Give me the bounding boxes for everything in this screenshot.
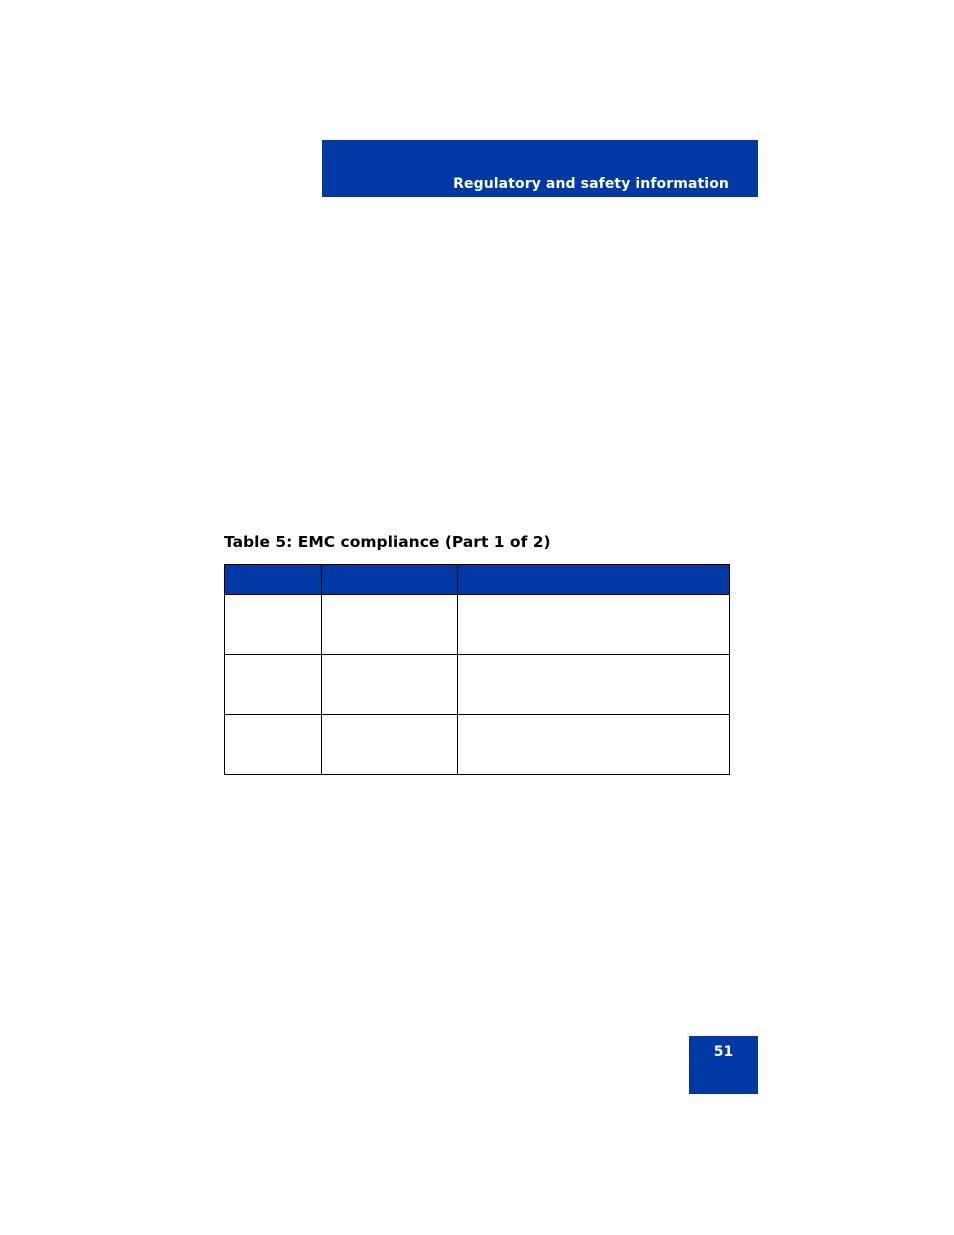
table-cell	[225, 655, 322, 715]
page-number-box	[689, 1036, 758, 1094]
table-caption: Table 5: EMC compliance (Part 1 of 2)	[224, 533, 551, 551]
table-header-row	[225, 565, 730, 595]
table-cell	[225, 715, 322, 775]
table-cell	[225, 595, 322, 655]
table-cell	[458, 655, 730, 715]
table-cell	[458, 595, 730, 655]
table-row	[225, 655, 730, 715]
emc-compliance-table	[224, 564, 730, 775]
table-cell	[322, 715, 458, 775]
table-header-cell	[225, 565, 322, 595]
table-cell	[322, 655, 458, 715]
section-title: Regulatory and safety information	[453, 176, 729, 192]
table-cell	[322, 595, 458, 655]
table-row	[225, 715, 730, 775]
page-number: 51	[713, 1044, 734, 1060]
header-band	[322, 140, 758, 197]
table-header-cell	[322, 565, 458, 595]
table-header-cell	[458, 565, 730, 595]
table-cell	[458, 715, 730, 775]
table-row	[225, 595, 730, 655]
